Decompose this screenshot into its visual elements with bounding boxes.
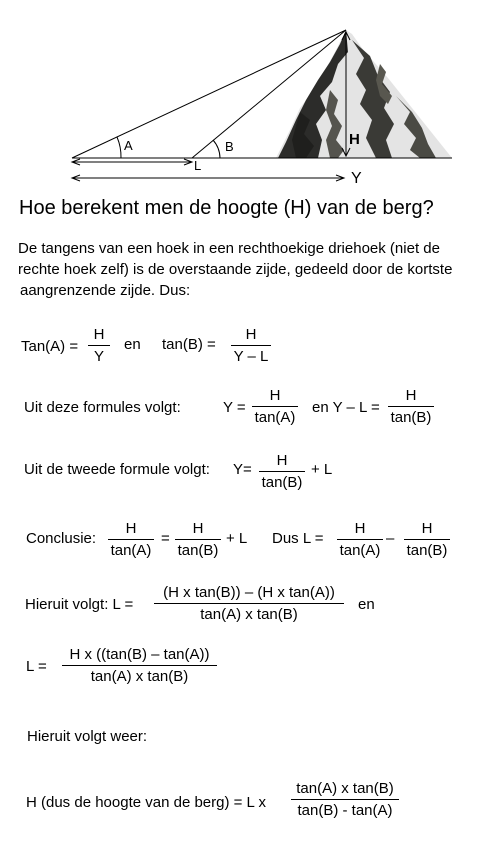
f4-eq: =	[161, 530, 170, 547]
f2-fraction-2	[388, 387, 434, 426]
f5-fraction-denominator: tan(A) x tan(B)	[200, 606, 298, 623]
f5-lead: Hieruit volgt: L =	[25, 596, 134, 613]
f3-tail: + L	[311, 461, 333, 478]
f4-plus-l: + L	[226, 530, 248, 547]
f2-fraction-1-numerator: H	[252, 387, 298, 407]
f4-fraction-4-denominator: tan(B)	[406, 542, 448, 559]
f2-mid: en Y – L =	[312, 399, 380, 416]
f8-fraction-numerator: tan(A) x tan(B)	[291, 780, 399, 800]
f1-fraction-a	[88, 326, 110, 365]
f4-fraction-4-numerator: H	[404, 520, 450, 540]
f4-fraction-1	[108, 520, 154, 559]
f3-fraction-numerator: H	[259, 452, 305, 472]
f2-y-eq: Y =	[223, 399, 246, 416]
f4-fraction-2-denominator: tan(B)	[177, 542, 219, 559]
f7-text: Hieruit volgt weer:	[27, 728, 148, 745]
f4-minus: –	[386, 530, 395, 547]
f1-fraction-b	[231, 326, 271, 365]
distance-y-label: Y	[351, 170, 362, 187]
intro-line-1: De tangens van een hoek in een rechthoekige driehoek (niet de	[18, 240, 440, 257]
f8-lead: H (dus de hoogte van de berg) = L x	[26, 794, 267, 811]
f1-fraction-a-denominator: Y	[93, 348, 104, 365]
f4-fraction-2	[175, 520, 221, 559]
f4-dus: Dus L =	[272, 530, 324, 547]
f2-fraction-1-denominator: tan(A)	[254, 409, 296, 426]
f2-lead: Uit deze formules volgt:	[24, 399, 181, 416]
f3-fraction-denominator: tan(B)	[261, 474, 303, 491]
f4-fraction-3	[337, 520, 383, 559]
intro-line-3: aangrenzende zijde. Dus:	[20, 282, 191, 299]
f1-fraction-b-numerator: H	[231, 326, 271, 346]
triangle-diagram	[0, 0, 500, 195]
f1-fraction-a-numerator: H	[88, 326, 110, 346]
f8-fraction-denominator: tan(B) - tan(A)	[297, 802, 393, 819]
f8-fraction	[291, 780, 399, 819]
f6-lead: L =	[26, 658, 47, 675]
f2-fraction-1	[252, 387, 298, 426]
f4-fraction-2-numerator: H	[175, 520, 221, 540]
f5-fraction-numerator: (H x tan(B)) – (H x tan(A))	[154, 584, 344, 604]
f4-fraction-4	[404, 520, 450, 559]
f4-lead: Conclusie:	[26, 530, 97, 547]
distance-l-label: L	[194, 158, 202, 173]
intro-line-2: rechte hoek zelf) is de overstaande zijde, gedeeld door de kortste	[18, 261, 453, 278]
f6-fraction-denominator: tan(A) x tan(B)	[90, 668, 189, 685]
angle-b-label: B	[225, 139, 234, 154]
angle-a-label: A	[124, 138, 133, 153]
f1-fraction-b-denominator: Y – L	[233, 348, 269, 365]
f3-fraction	[259, 452, 305, 491]
height-h-label: H	[349, 131, 360, 148]
f4-fraction-3-denominator: tan(A)	[339, 542, 381, 559]
f4-fraction-1-numerator: H	[108, 520, 154, 540]
f6-fraction	[62, 646, 217, 685]
f6-fraction-numerator: H x ((tan(B) – tan(A))	[62, 646, 217, 666]
f4-fraction-3-numerator: H	[337, 520, 383, 540]
f3-lead: Uit de tweede formule volgt:	[24, 461, 210, 478]
mountain-image	[276, 30, 452, 158]
f2-fraction-2-denominator: tan(B)	[390, 409, 432, 426]
f3-y-eq: Y=	[233, 461, 252, 478]
f2-fraction-2-numerator: H	[388, 387, 434, 407]
f1-tan-a: Tan(A) =	[21, 338, 79, 355]
f5-en: en	[358, 596, 375, 613]
f1-tan-b: tan(B) =	[162, 336, 216, 353]
f1-en: en	[124, 336, 141, 353]
page-title: Hoe berekent men de hoogte (H) van de berg?	[19, 197, 434, 219]
f4-fraction-1-denominator: tan(A)	[110, 542, 152, 559]
f5-fraction	[154, 584, 344, 623]
